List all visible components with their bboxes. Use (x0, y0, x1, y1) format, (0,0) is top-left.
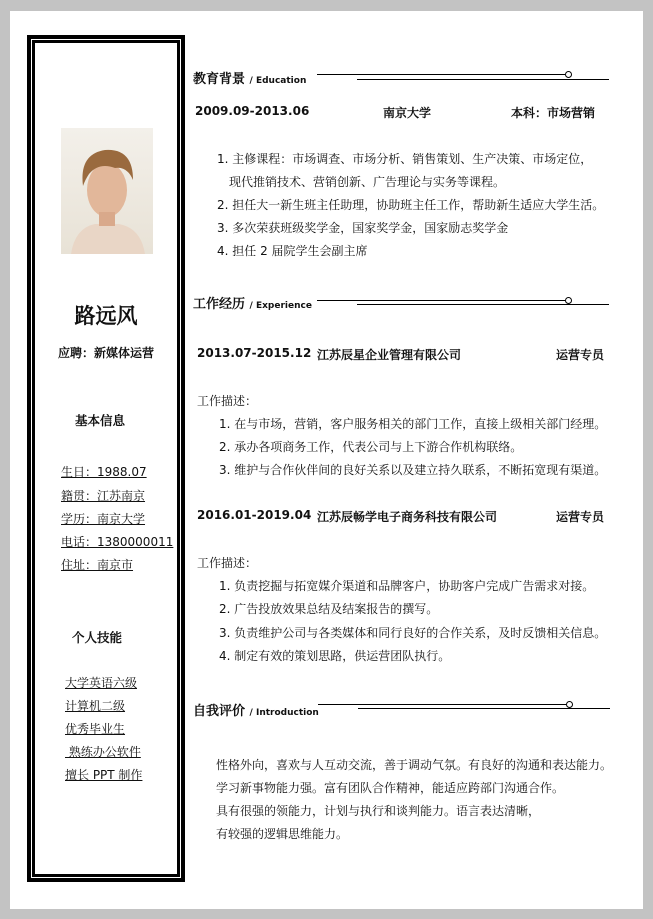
edu-item: 4. 担任 2 届院学生会副主席 (217, 244, 368, 258)
job-desc-label: 工作描述： (197, 394, 258, 408)
job-desc-label: 工作描述： (197, 556, 258, 570)
profile-photo (61, 128, 153, 254)
intro-line: 具有很强的领能力，计划与执行和谈判能力。语言表达清晰， (216, 804, 541, 818)
job-item: 1. 在与市场，营销，客户服务相关的部门工作，直接上级相关部门经理。 (219, 417, 607, 431)
divider (317, 300, 565, 301)
applied-position: 应聘：新媒体运营 (57, 346, 154, 360)
info-hometown: 籍贯：江苏南京 (61, 489, 146, 503)
edu-period: 2009.09-2013.06 (195, 104, 310, 118)
candidate-name: 路远风 (74, 304, 138, 328)
info-education: 学历：南京大学 (61, 512, 146, 526)
divider (318, 704, 566, 705)
edu-item: 2. 担任大一新生班主任助理，协助班主任工作，帮助新生适应大学生活。 (217, 198, 605, 212)
job-item: 2. 广告投放效果总结及结案报告的撰写。 (219, 602, 439, 616)
job-period: 2013.07-2015.12 (197, 346, 312, 360)
education-heading: 教育背景 / Education (193, 72, 307, 87)
job-item: 1. 负责挖掘与拓宽媒介渠道和品牌客户，协助客户完成广告需求对接。 (219, 579, 595, 593)
job-item: 3. 负责维护公司与各类媒体和同行良好的合作关系，及时反馈相关信息。 (219, 626, 607, 640)
job-company: 江苏辰星企业管理有限公司 (317, 348, 462, 362)
edu-item: 1. 主修课程：市场调查、市场分析、销售策划、生产决策、市场定位， (217, 152, 593, 166)
basic-info-heading: 基本信息 (75, 413, 126, 428)
edu-item: 现代推销技术、营销创新、广告理论与实务等课程。 (229, 175, 506, 189)
job-item: 4. 制定有效的策划思路，供运营团队执行。 (219, 649, 451, 663)
experience-heading: 工作经历 / Experience (193, 297, 312, 312)
info-birthday: 生日：1988.07 (61, 465, 147, 479)
skill-item: 熟练办公软件 (65, 745, 141, 759)
edu-school: 南京大学 (383, 106, 432, 120)
skill-item: 优秀毕业生 (65, 722, 126, 736)
intro-line: 有较强的逻辑思维能力。 (216, 827, 349, 841)
job-role: 运营专员 (556, 510, 605, 524)
skill-item: 计算机二级 (65, 699, 126, 713)
intro-line: 学习新事物能力强。富有团队合作精神，能适应跨部门沟通合作。 (216, 781, 565, 795)
divider (317, 74, 565, 75)
divider (358, 708, 610, 709)
skill-item: 擅长 PPT 制作 (65, 768, 143, 782)
intro-line: 性格外向，喜欢与人互动交流，善于调动气氛。有良好的沟通和表达能力。 (216, 758, 613, 772)
skills-heading: 个人技能 (72, 630, 123, 645)
edu-item: 3. 多次荣获班级奖学金，国家奖学金，国家励志奖学金 (217, 221, 509, 235)
info-phone: 电话：1380000011 (61, 535, 174, 549)
job-item: 3. 维护与合作伙伴间的良好关系以及建立持久联系，不断拓宽现有渠道。 (219, 463, 607, 477)
edu-degree: 本科：市场营销 (511, 106, 596, 120)
skill-item: 大学英语六级 (65, 676, 138, 690)
divider-circle-icon (565, 71, 572, 78)
job-item: 2. 承办各项商务工作，代表公司与上下游合作机构联络。 (219, 440, 523, 454)
divider (357, 304, 609, 305)
divider (357, 79, 609, 80)
job-company: 江苏辰畅学电子商务科技有限公司 (317, 510, 498, 524)
divider-circle-icon (565, 297, 572, 304)
divider-circle-icon (566, 701, 573, 708)
job-period: 2016.01-2019.04 (197, 508, 312, 522)
info-address: 住址：南京市 (61, 558, 134, 572)
introduction-heading: 自我评价 / Introduction (193, 704, 319, 719)
job-role: 运营专员 (556, 348, 605, 362)
